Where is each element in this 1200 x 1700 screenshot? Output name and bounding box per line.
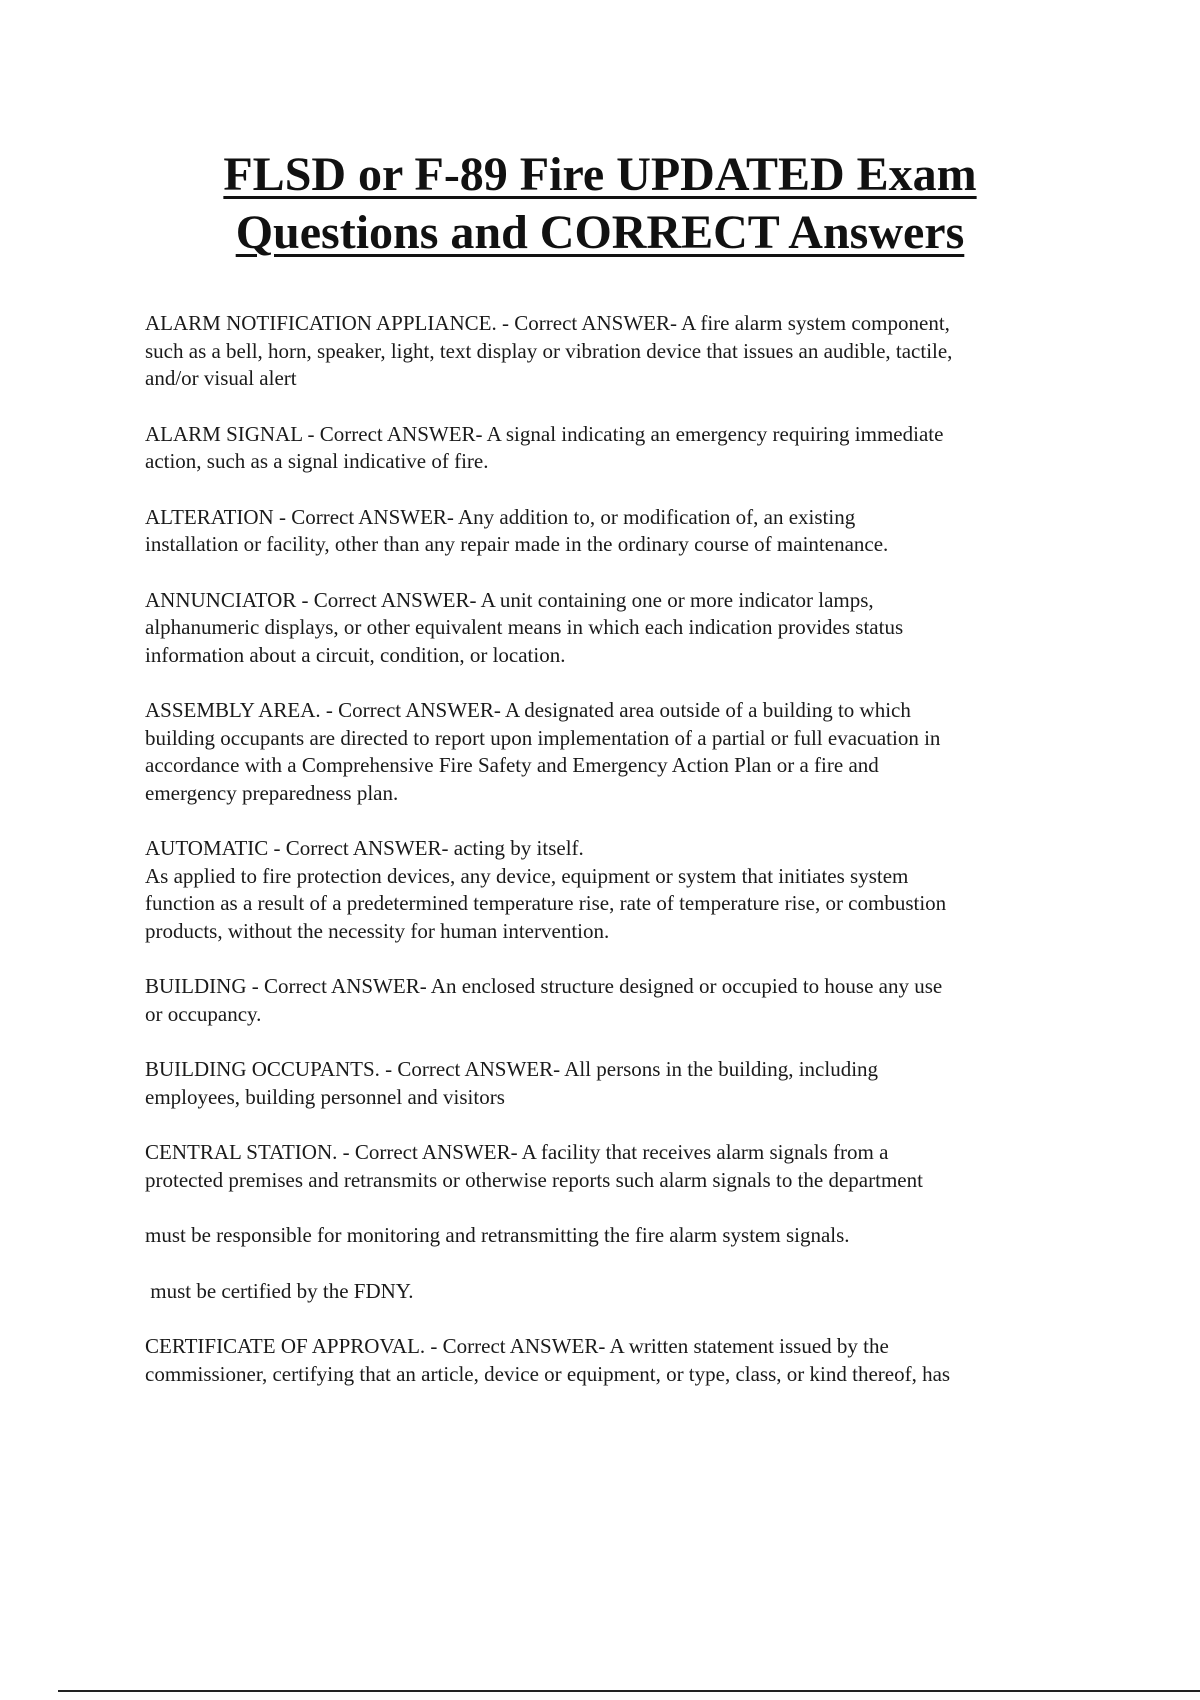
entry-certificate-of-approval	[145, 1333, 1095, 1388]
entry-line: or occupancy.	[145, 1001, 262, 1026]
entry-line: CERTIFICATE OF APPROVAL. - Correct ANSWER- A written statement issued by the	[145, 1334, 889, 1358]
entry-line: ALTERATION - Correct ANSWER- Any addition to, or modification of, an existing	[145, 504, 856, 529]
entry-alteration	[145, 504, 1095, 559]
title-line-2: Questions and CORRECT Answers	[235, 206, 965, 259]
continuation-line: must be certified by the FDNY.	[145, 1278, 414, 1303]
entry-line: ANNUNCIATOR - Correct ANSWER- A unit containing one or more indicator lamps,	[145, 587, 874, 612]
entry-central-station	[145, 1139, 1095, 1194]
entry-line: function as a result of a predetermined temperature rise, rate of temperature rise, or combustion	[145, 891, 947, 915]
entry-line: BUILDING - Correct ANSWER- An enclosed structure designed or occupied to house any use	[145, 974, 943, 998]
entry-line: alphanumeric displays, or other equivalent means in which each indication provides status	[145, 615, 904, 639]
entry-line: commissioner, certifying that an article, device or equipment, or type, class, or kind thereof, has	[145, 1361, 951, 1386]
entry-line: ASSEMBLY AREA. - Correct ANSWER- A designated area outside of a building to which	[145, 698, 911, 722]
entry-assembly-area	[145, 697, 1095, 807]
entry-line: As applied to fire protection devices, any device, equipment or system that initiates system	[145, 863, 909, 888]
footer-divider	[58, 1690, 1200, 1692]
entry-alarm-signal	[145, 421, 1095, 476]
page-title	[120, 146, 1080, 262]
entry-building-occupants	[145, 1056, 1095, 1111]
entry-building	[145, 973, 1095, 1028]
continuation-line: must be responsible for monitoring and retransmitting the fire alarm system signals.	[145, 1223, 850, 1247]
title-line-1: FLSD or F-89 Fire UPDATED Exam	[223, 148, 977, 201]
entry-line: AUTOMATIC - Correct ANSWER- acting by itself.	[145, 836, 584, 860]
entry-line: products, without the necessity for human intervention.	[145, 918, 610, 943]
entry-line: ALARM SIGNAL - Correct ANSWER- A signal indicating an emergency requiring immediate	[145, 421, 944, 446]
central-station-continuation-2	[145, 1278, 1095, 1306]
entry-line: CENTRAL STATION. - Correct ANSWER- A facility that receives alarm signals from a	[145, 1140, 889, 1164]
entry-alarm-notification-appliance	[145, 310, 1095, 393]
entry-annunciator	[145, 587, 1095, 670]
central-station-continuation-1	[145, 1222, 1095, 1250]
entry-line: and/or visual alert	[145, 366, 297, 390]
entry-line: emergency preparedness plan.	[145, 780, 399, 805]
entry-line: accordance with a Comprehensive Fire Safety and Emergency Action Plan or a fire and	[145, 753, 879, 777]
entry-automatic	[145, 835, 1095, 945]
entry-line: BUILDING OCCUPANTS. - Correct ANSWER- All persons in the building, including	[145, 1057, 879, 1081]
definitions-list	[145, 310, 1095, 1416]
entry-line: building occupants are directed to report upon implementation of a partial or full evacuation in	[145, 725, 941, 750]
entry-line: installation or facility, other than any repair made in the ordinary course of maintenance.	[145, 532, 889, 556]
entry-line: employees, building personnel and visitors	[145, 1084, 505, 1109]
entry-line: such as a bell, horn, speaker, light, text display or vibration device that issues an audible, tactile,	[145, 338, 953, 363]
entry-line: protected premises and retransmits or otherwise reports such alarm signals to the department	[145, 1167, 923, 1192]
entry-line: ALARM NOTIFICATION APPLIANCE. - Correct ANSWER- A fire alarm system component,	[145, 311, 950, 335]
entry-line: action, such as a signal indicative of fire.	[145, 449, 489, 473]
entry-line: information about a circuit, condition, or location.	[145, 642, 566, 667]
